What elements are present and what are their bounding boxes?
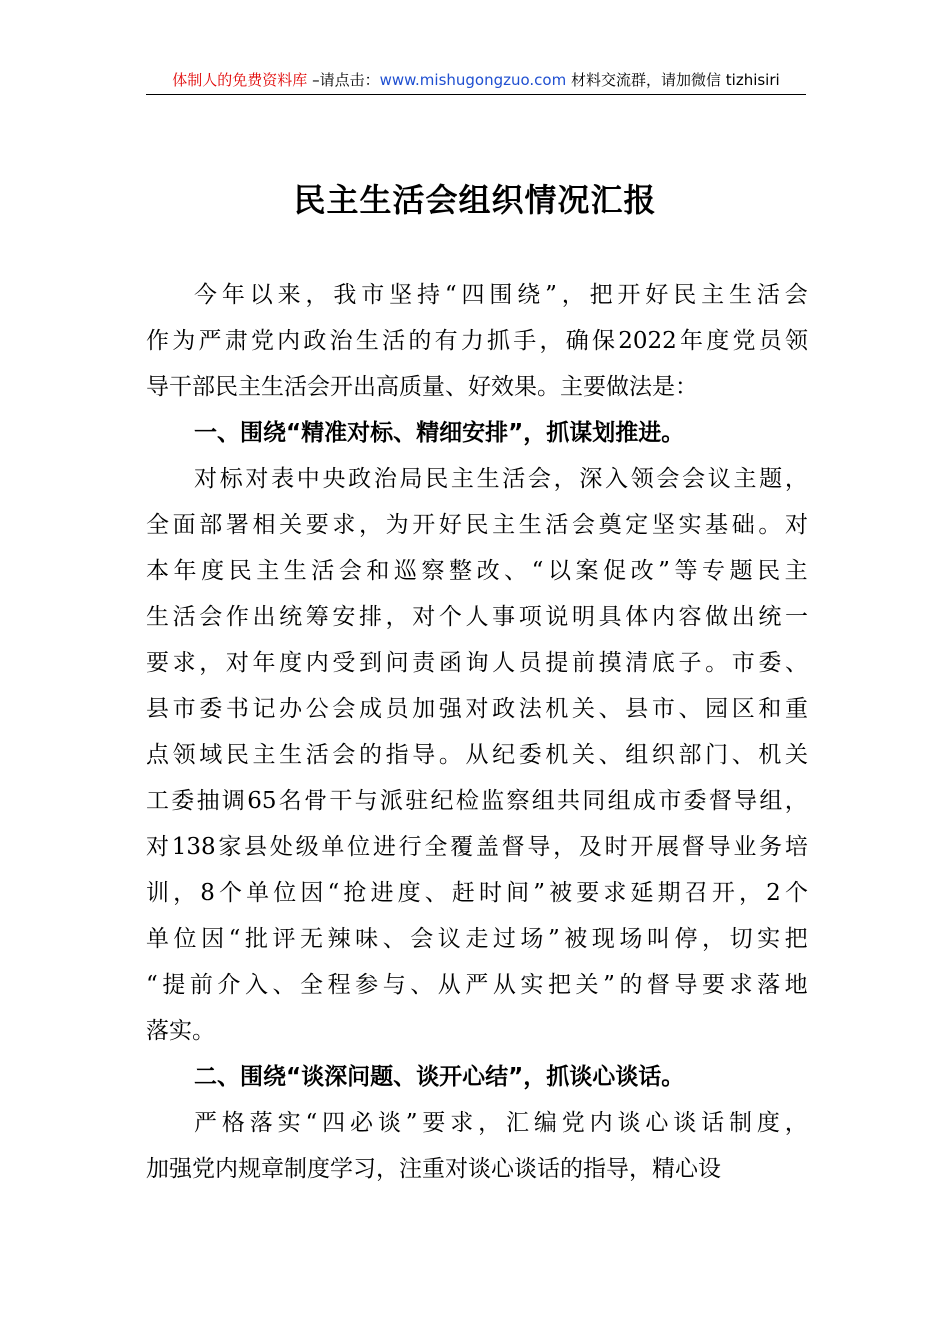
section-heading: 二、围绕“谈深问题、谈开心结”，抓谈心谈话。: [194, 1064, 685, 1090]
page-header: [146, 68, 806, 95]
header-prompt: –请点击：: [307, 71, 380, 89]
header-url-link[interactable]: www.mishugongzuo.com: [379, 71, 567, 89]
paragraph-line: 县 市 委 书 记 办 公 会 成 员 加 强 对 政 法 机 关 、 县 市 、 园 区 和 重: [146, 696, 808, 722]
paragraph-line: 单 位 因 “ 批 评 无 辣 味 、 会 议 走 过 场 ” 被 现 场 叫 停 ， 切 实 把: [146, 926, 808, 952]
header-suffix: 材料交流群，请加微信 tizhisiri: [566, 71, 780, 89]
paragraph-line: “ 提 前 介 入 、 全 程 参 与 、 从 严 从 实 把 关 ” 的 督 导 要 求 落 地: [146, 972, 808, 998]
section-heading: 一、围绕“精准对标、精细安排”，抓谋划推进。: [194, 420, 685, 446]
paragraph-line: 作 为 严 肃 党 内 政 治 生 活 的 有 力 抓 手 ， 确 保 2022 年 度 党 员 领: [146, 328, 808, 354]
paragraph-line: 点 领 域 民 主 生 活 会 的 指 导 。 从 纪 委 机 关 、 组 织 部 门 、 机 关: [146, 742, 808, 768]
document-title: 民主生活会组织情况汇报: [293, 181, 657, 219]
paragraph-line: 对 标 对 表 中 央 政 治 局 民 主 生 活 会 ， 深 入 领 会 会 议 主 题 ，: [194, 466, 808, 492]
paragraph-line: 对 138 家 县 处 级 单 位 进 行 全 覆 盖 督 导 ， 及 时 开 展 督 导 业 务 培: [146, 834, 808, 860]
paragraph-line: 落实。: [146, 1018, 215, 1044]
paragraph-line: 全 面 部 署 相 关 要 求 ， 为 开 好 民 主 生 活 会 奠 定 坚 实 基 础 。 对: [146, 512, 808, 538]
document-body: [146, 272, 808, 1192]
paragraph-line: 生 活 会 作 出 统 筹 安 排 ， 对 个 人 事 项 说 明 具 体 内 容 做 出 统 一: [146, 604, 808, 630]
paragraph-line: 训 ， 8 个 单 位 因 “ 抢 进 度 、 赶 时 间 ” 被 要 求 延 期 召 开 ， 2 个: [146, 880, 808, 906]
paragraph-line: 本 年 度 民 主 生 活 会 和 巡 察 整 改 、 “ 以 案 促 改 ” 等 专 题 民 主: [146, 558, 808, 584]
paragraph-line: 工 委 抽 调 65 名 骨 干 与 派 驻 纪 检 监 察 组 共 同 组 成 市 委 督 导 组 ，: [146, 788, 808, 814]
paragraph-line: 要 求 ， 对 年 度 内 受 到 问 责 函 询 人 员 提 前 摸 清 底 子 。 市 委 、: [146, 650, 808, 676]
paragraph-line: 加强党内规章制度学习，注重对谈心谈话的指导，精心设: [146, 1156, 721, 1182]
paragraph-line: 严 格 落 实 “ 四 必 谈 ” 要 求 ， 汇 编 党 内 谈 心 谈 话 制 度 ，: [194, 1110, 808, 1136]
paragraph-line: 导干部民主生活会开出高质量、好效果。主要做法是：: [146, 374, 698, 400]
paragraph-line: 今 年 以 来 ， 我 市 坚 持 “ 四 围 绕 ” ， 把 开 好 民 主 生 活 会: [194, 282, 808, 308]
header-brand: 体制人的免费资料库: [172, 71, 308, 89]
